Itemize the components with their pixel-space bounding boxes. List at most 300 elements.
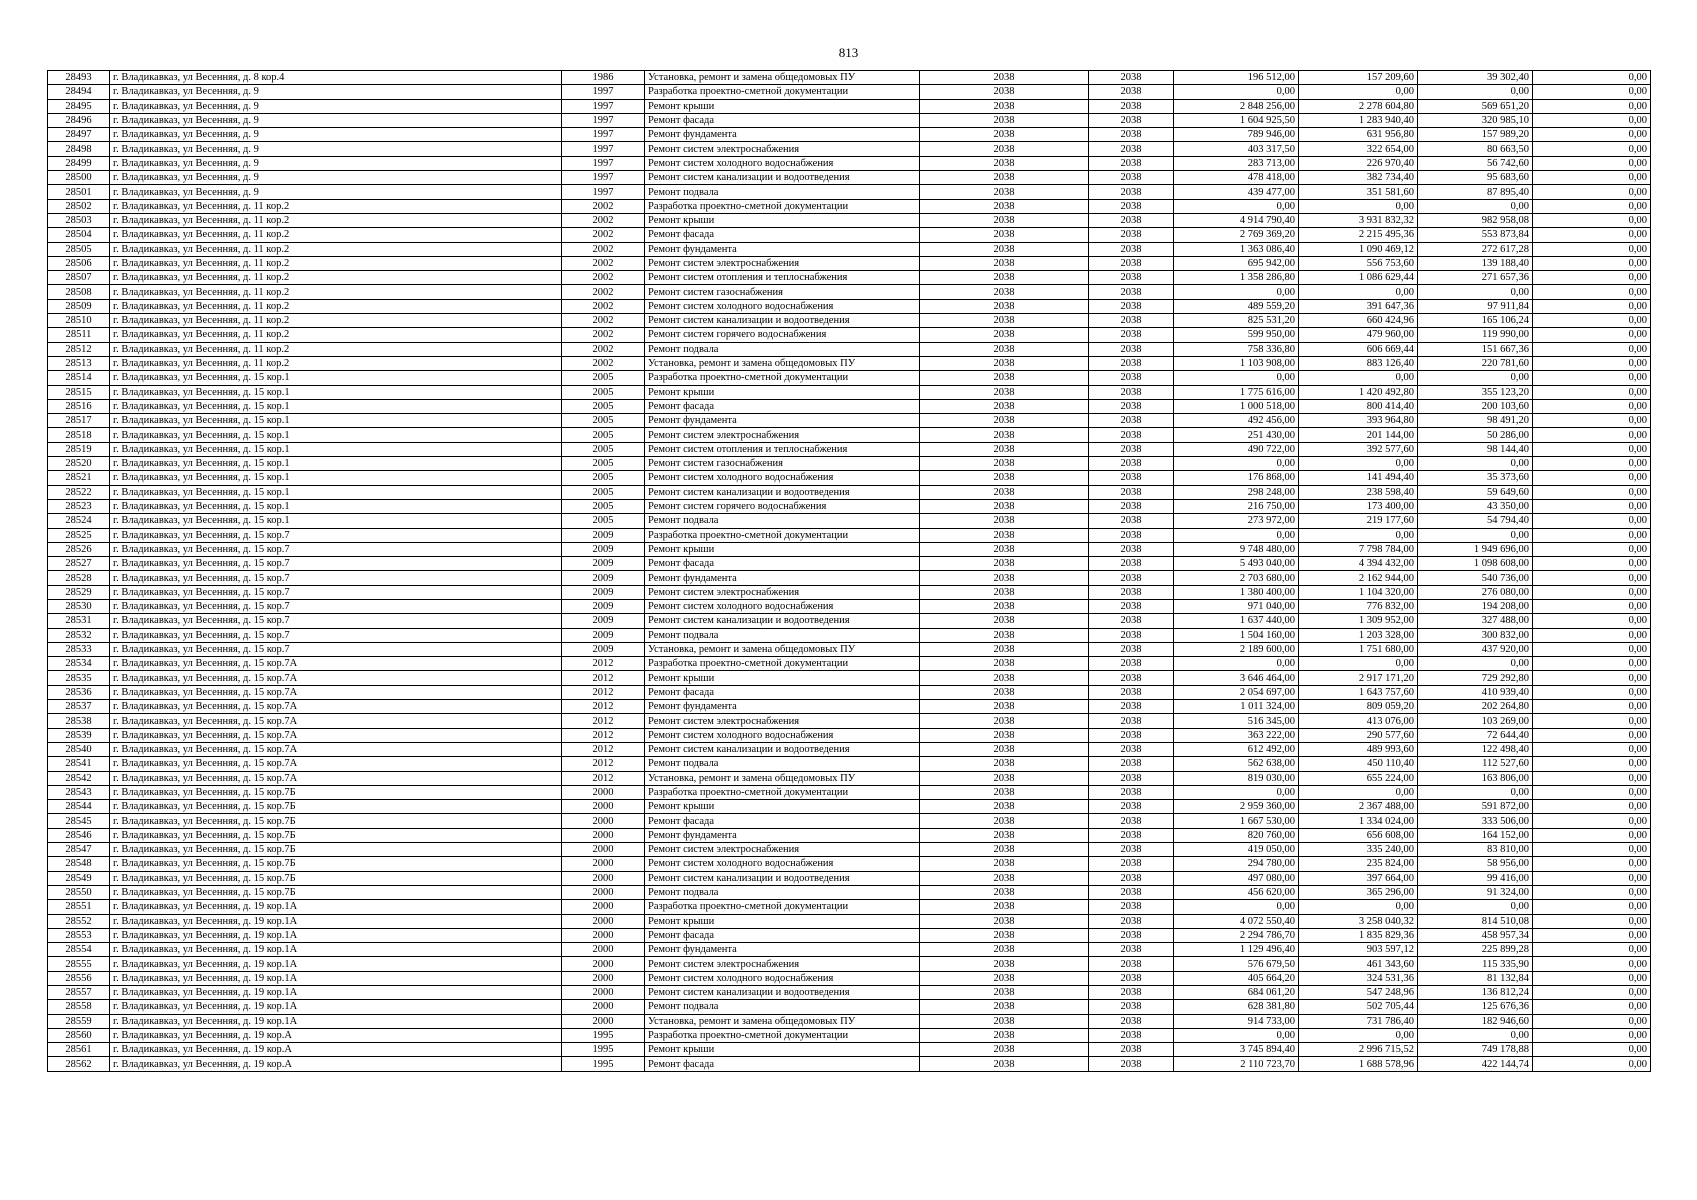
work-type-cell: Установка, ремонт и замена общедомовых ПУ: [645, 1014, 920, 1028]
total-cost-cell: 403 317,50: [1174, 142, 1299, 156]
table-row: [48, 642, 1651, 656]
total-cost-cell: 4 072 550,40: [1174, 914, 1299, 928]
plan-year-start-cell: 2038: [920, 356, 1089, 370]
row-id-cell: 28505: [48, 242, 110, 256]
plan-year-start-cell: 2038: [920, 314, 1089, 328]
build-year-cell: 2002: [562, 285, 645, 299]
owner-amount-cell: 0,00: [1418, 657, 1533, 671]
owner-amount-cell: 540 736,00: [1418, 571, 1533, 585]
row-id-cell: 28538: [48, 714, 110, 728]
address-cell: г. Владикавказ, ул Весенняя, д. 15 кор.1: [110, 428, 562, 442]
plan-year-end-cell: 2038: [1089, 800, 1174, 814]
build-year-cell: 2002: [562, 242, 645, 256]
plan-year-start-cell: 2038: [920, 757, 1089, 771]
total-cost-cell: 176 868,00: [1174, 471, 1299, 485]
table-row: [48, 1028, 1651, 1042]
total-cost-cell: 1 775 616,00: [1174, 385, 1299, 399]
row-id-cell: 28528: [48, 571, 110, 585]
row-id-cell: 28560: [48, 1028, 110, 1042]
address-cell: г. Владикавказ, ул Весенняя, д. 15 кор.7А: [110, 728, 562, 742]
fund-amount-cell: 413 076,00: [1299, 714, 1418, 728]
plan-year-start-cell: 2038: [920, 986, 1089, 1000]
owner-amount-cell: 0,00: [1418, 900, 1533, 914]
owner-amount-cell: 43 350,00: [1418, 499, 1533, 513]
build-year-cell: 2005: [562, 371, 645, 385]
table-row: [48, 771, 1651, 785]
fund-amount-cell: 3 258 040,32: [1299, 914, 1418, 928]
row-id-cell: 28503: [48, 213, 110, 227]
build-year-cell: 1997: [562, 142, 645, 156]
plan-year-end-cell: 2038: [1089, 585, 1174, 599]
build-year-cell: 2002: [562, 256, 645, 270]
owner-amount-cell: 553 873,84: [1418, 228, 1533, 242]
work-type-cell: Ремонт подвала: [645, 885, 920, 899]
owner-amount-cell: 136 812,24: [1418, 986, 1533, 1000]
row-id-cell: 28562: [48, 1057, 110, 1071]
build-year-cell: 2005: [562, 442, 645, 456]
plan-year-end-cell: 2038: [1089, 242, 1174, 256]
work-type-cell: Ремонт систем холодного водоснабжения: [645, 471, 920, 485]
row-id-cell: 28494: [48, 85, 110, 99]
fund-amount-cell: 461 343,60: [1299, 957, 1418, 971]
total-cost-cell: 0,00: [1174, 199, 1299, 213]
other-amount-cell: 0,00: [1533, 986, 1651, 1000]
other-amount-cell: 0,00: [1533, 156, 1651, 170]
owner-amount-cell: 200 103,60: [1418, 399, 1533, 413]
plan-year-end-cell: 2038: [1089, 628, 1174, 642]
plan-year-end-cell: 2038: [1089, 828, 1174, 842]
owner-amount-cell: 0,00: [1418, 457, 1533, 471]
work-type-cell: Разработка проектно-сметной документации: [645, 85, 920, 99]
plan-year-start-cell: 2038: [920, 171, 1089, 185]
fund-amount-cell: 290 577,60: [1299, 728, 1418, 742]
plan-year-end-cell: 2038: [1089, 700, 1174, 714]
owner-amount-cell: 98 491,20: [1418, 414, 1533, 428]
plan-year-end-cell: 2038: [1089, 542, 1174, 556]
owner-amount-cell: 91 324,00: [1418, 885, 1533, 899]
plan-year-start-cell: 2038: [920, 1057, 1089, 1071]
owner-amount-cell: 0,00: [1418, 285, 1533, 299]
total-cost-cell: 914 733,00: [1174, 1014, 1299, 1028]
build-year-cell: 2009: [562, 542, 645, 556]
build-year-cell: 1997: [562, 99, 645, 113]
work-type-cell: Ремонт фундамента: [645, 128, 920, 142]
table-row: [48, 228, 1651, 242]
work-type-cell: Ремонт подвала: [645, 185, 920, 199]
address-cell: г. Владикавказ, ул Весенняя, д. 8 кор.4: [110, 71, 562, 85]
total-cost-cell: 1 380 400,00: [1174, 585, 1299, 599]
total-cost-cell: 2 848 256,00: [1174, 99, 1299, 113]
owner-amount-cell: 410 939,40: [1418, 685, 1533, 699]
total-cost-cell: 3 646 464,00: [1174, 671, 1299, 685]
other-amount-cell: 0,00: [1533, 1028, 1651, 1042]
owner-amount-cell: 54 794,40: [1418, 514, 1533, 528]
owner-amount-cell: 0,00: [1418, 1028, 1533, 1042]
row-id-cell: 28510: [48, 314, 110, 328]
total-cost-cell: 0,00: [1174, 457, 1299, 471]
plan-year-end-cell: 2038: [1089, 557, 1174, 571]
build-year-cell: 2000: [562, 1014, 645, 1028]
row-id-cell: 28500: [48, 171, 110, 185]
table-row: [48, 700, 1651, 714]
address-cell: г. Владикавказ, ул Весенняя, д. 11 кор.2: [110, 328, 562, 342]
total-cost-cell: 3 745 894,40: [1174, 1043, 1299, 1057]
plan-year-end-cell: 2038: [1089, 599, 1174, 613]
plan-year-end-cell: 2038: [1089, 442, 1174, 456]
address-cell: г. Владикавказ, ул Весенняя, д. 15 кор.7Б: [110, 828, 562, 842]
plan-year-end-cell: 2038: [1089, 528, 1174, 542]
work-type-cell: Ремонт фасада: [645, 928, 920, 942]
address-cell: г. Владикавказ, ул Весенняя, д. 15 кор.7Б: [110, 871, 562, 885]
table-row: [48, 328, 1651, 342]
total-cost-cell: 405 664,20: [1174, 971, 1299, 985]
build-year-cell: 2000: [562, 928, 645, 942]
plan-year-start-cell: 2038: [920, 71, 1089, 85]
table-row: [48, 1000, 1651, 1014]
row-id-cell: 28550: [48, 885, 110, 899]
plan-year-start-cell: 2038: [920, 943, 1089, 957]
total-cost-cell: 0,00: [1174, 85, 1299, 99]
fund-amount-cell: 238 598,40: [1299, 485, 1418, 499]
address-cell: г. Владикавказ, ул Весенняя, д. 15 кор.7А: [110, 700, 562, 714]
fund-amount-cell: 547 248,96: [1299, 986, 1418, 1000]
other-amount-cell: 0,00: [1533, 285, 1651, 299]
plan-year-start-cell: 2038: [920, 199, 1089, 213]
work-type-cell: Разработка проектно-сметной документации: [645, 657, 920, 671]
total-cost-cell: 1 358 286,80: [1174, 271, 1299, 285]
table-row: [48, 271, 1651, 285]
table-row: [48, 885, 1651, 899]
row-id-cell: 28511: [48, 328, 110, 342]
table-row: [48, 814, 1651, 828]
fund-amount-cell: 1 751 680,00: [1299, 642, 1418, 656]
owner-amount-cell: 194 208,00: [1418, 599, 1533, 613]
fund-amount-cell: 776 832,00: [1299, 599, 1418, 613]
table-row: [48, 1014, 1651, 1028]
plan-year-end-cell: 2038: [1089, 814, 1174, 828]
build-year-cell: 2000: [562, 857, 645, 871]
other-amount-cell: 0,00: [1533, 414, 1651, 428]
address-cell: г. Владикавказ, ул Весенняя, д. 9: [110, 113, 562, 127]
build-year-cell: 2000: [562, 957, 645, 971]
plan-year-start-cell: 2038: [920, 885, 1089, 899]
table-row: [48, 585, 1651, 599]
build-year-cell: 2000: [562, 914, 645, 928]
build-year-cell: 2002: [562, 299, 645, 313]
build-year-cell: 2000: [562, 814, 645, 828]
plan-year-start-cell: 2038: [920, 228, 1089, 242]
table-row: [48, 285, 1651, 299]
row-id-cell: 28553: [48, 928, 110, 942]
other-amount-cell: 0,00: [1533, 471, 1651, 485]
other-amount-cell: 0,00: [1533, 857, 1651, 871]
other-amount-cell: 0,00: [1533, 828, 1651, 842]
work-type-cell: Ремонт крыши: [645, 213, 920, 227]
work-type-cell: Ремонт систем канализации и водоотведения: [645, 871, 920, 885]
work-type-cell: Ремонт подвала: [645, 1000, 920, 1014]
plan-year-end-cell: 2038: [1089, 185, 1174, 199]
fund-amount-cell: 489 993,60: [1299, 742, 1418, 756]
table-row: [48, 428, 1651, 442]
work-type-cell: Ремонт фундамента: [645, 242, 920, 256]
address-cell: г. Владикавказ, ул Весенняя, д. 15 кор.7А: [110, 657, 562, 671]
build-year-cell: 2002: [562, 199, 645, 213]
plan-year-start-cell: 2038: [920, 1028, 1089, 1042]
fund-amount-cell: 324 531,36: [1299, 971, 1418, 985]
address-cell: г. Владикавказ, ул Весенняя, д. 9: [110, 99, 562, 113]
row-id-cell: 28561: [48, 1043, 110, 1057]
owner-amount-cell: 320 985,10: [1418, 113, 1533, 127]
owner-amount-cell: 163 806,00: [1418, 771, 1533, 785]
owner-amount-cell: 333 506,00: [1418, 814, 1533, 828]
address-cell: г. Владикавказ, ул Весенняя, д. 15 кор.7Б: [110, 814, 562, 828]
total-cost-cell: 820 760,00: [1174, 828, 1299, 842]
table-row: [48, 900, 1651, 914]
table-row: [48, 1043, 1651, 1057]
owner-amount-cell: 182 946,60: [1418, 1014, 1533, 1028]
work-type-cell: Ремонт фасада: [645, 399, 920, 413]
work-type-cell: Установка, ремонт и замена общедомовых ПУ: [645, 642, 920, 656]
owner-amount-cell: 300 832,00: [1418, 628, 1533, 642]
other-amount-cell: 0,00: [1533, 213, 1651, 227]
address-cell: г. Владикавказ, ул Весенняя, д. 15 кор.7Б: [110, 800, 562, 814]
plan-year-end-cell: 2038: [1089, 1014, 1174, 1028]
address-cell: г. Владикавказ, ул Весенняя, д. 11 кор.2: [110, 342, 562, 356]
plan-year-end-cell: 2038: [1089, 285, 1174, 299]
table-row: [48, 99, 1651, 113]
address-cell: г. Владикавказ, ул Весенняя, д. 15 кор.1: [110, 399, 562, 413]
address-cell: г. Владикавказ, ул Весенняя, д. 19 кор.1А: [110, 1000, 562, 1014]
plan-year-end-cell: 2038: [1089, 328, 1174, 342]
plan-year-start-cell: 2038: [920, 828, 1089, 842]
plan-year-start-cell: 2038: [920, 900, 1089, 914]
fund-amount-cell: 2 278 604,80: [1299, 99, 1418, 113]
build-year-cell: 2012: [562, 757, 645, 771]
address-cell: г. Владикавказ, ул Весенняя, д. 15 кор.7: [110, 557, 562, 571]
build-year-cell: 2005: [562, 399, 645, 413]
other-amount-cell: 0,00: [1533, 814, 1651, 828]
row-id-cell: 28559: [48, 1014, 110, 1028]
build-year-cell: 1995: [562, 1057, 645, 1071]
table-row: [48, 628, 1651, 642]
other-amount-cell: 0,00: [1533, 199, 1651, 213]
work-type-cell: Ремонт систем электроснабжения: [645, 843, 920, 857]
plan-year-end-cell: 2038: [1089, 614, 1174, 628]
total-cost-cell: 576 679,50: [1174, 957, 1299, 971]
build-year-cell: 2005: [562, 457, 645, 471]
plan-year-end-cell: 2038: [1089, 714, 1174, 728]
other-amount-cell: 0,00: [1533, 314, 1651, 328]
row-id-cell: 28497: [48, 128, 110, 142]
total-cost-cell: 0,00: [1174, 900, 1299, 914]
work-type-cell: Ремонт подвала: [645, 514, 920, 528]
plan-year-start-cell: 2038: [920, 1014, 1089, 1028]
fund-amount-cell: 1 334 024,00: [1299, 814, 1418, 828]
other-amount-cell: 0,00: [1533, 514, 1651, 528]
work-type-cell: Ремонт подвала: [645, 757, 920, 771]
plan-year-end-cell: 2038: [1089, 314, 1174, 328]
fund-amount-cell: 2 996 715,52: [1299, 1043, 1418, 1057]
fund-amount-cell: 141 494,40: [1299, 471, 1418, 485]
table-row: [48, 599, 1651, 613]
plan-year-end-cell: 2038: [1089, 499, 1174, 513]
other-amount-cell: 0,00: [1533, 843, 1651, 857]
owner-amount-cell: 982 958,08: [1418, 213, 1533, 227]
work-type-cell: Установка, ремонт и замена общедомовых ПУ: [645, 71, 920, 85]
plan-year-end-cell: 2038: [1089, 671, 1174, 685]
address-cell: г. Владикавказ, ул Весенняя, д. 15 кор.7: [110, 542, 562, 556]
plan-year-start-cell: 2038: [920, 642, 1089, 656]
plan-year-start-cell: 2038: [920, 185, 1089, 199]
other-amount-cell: 0,00: [1533, 728, 1651, 742]
table-row: [48, 457, 1651, 471]
total-cost-cell: 562 638,00: [1174, 757, 1299, 771]
address-cell: г. Владикавказ, ул Весенняя, д. 19 кор.1А: [110, 957, 562, 971]
plan-year-start-cell: 2038: [920, 871, 1089, 885]
work-type-cell: Разработка проектно-сметной документации: [645, 199, 920, 213]
work-type-cell: Ремонт крыши: [645, 800, 920, 814]
address-cell: г. Владикавказ, ул Весенняя, д. 15 кор.1: [110, 471, 562, 485]
owner-amount-cell: 165 106,24: [1418, 314, 1533, 328]
row-id-cell: 28518: [48, 428, 110, 442]
plan-year-start-cell: 2038: [920, 957, 1089, 971]
row-id-cell: 28507: [48, 271, 110, 285]
row-id-cell: 28554: [48, 943, 110, 957]
build-year-cell: 2000: [562, 885, 645, 899]
plan-year-start-cell: 2038: [920, 714, 1089, 728]
address-cell: г. Владикавказ, ул Весенняя, д. 15 кор.1: [110, 442, 562, 456]
address-cell: г. Владикавказ, ул Весенняя, д. 15 кор.7: [110, 628, 562, 642]
work-type-cell: Ремонт крыши: [645, 671, 920, 685]
build-year-cell: 1997: [562, 128, 645, 142]
work-type-cell: Ремонт систем холодного водоснабжения: [645, 857, 920, 871]
row-id-cell: 28527: [48, 557, 110, 571]
owner-amount-cell: 151 667,36: [1418, 342, 1533, 356]
owner-amount-cell: 59 649,60: [1418, 485, 1533, 499]
table-row: [48, 714, 1651, 728]
build-year-cell: 2012: [562, 728, 645, 742]
owner-amount-cell: 749 178,88: [1418, 1043, 1533, 1057]
fund-amount-cell: 0,00: [1299, 528, 1418, 542]
build-year-cell: 1995: [562, 1028, 645, 1042]
address-cell: г. Владикавказ, ул Весенняя, д. 15 кор.7А: [110, 742, 562, 756]
table-row: [48, 785, 1651, 799]
total-cost-cell: 490 722,00: [1174, 442, 1299, 456]
owner-amount-cell: 0,00: [1418, 785, 1533, 799]
work-type-cell: Ремонт подвала: [645, 342, 920, 356]
build-year-cell: 2005: [562, 499, 645, 513]
plan-year-start-cell: 2038: [920, 213, 1089, 227]
plan-year-end-cell: 2038: [1089, 471, 1174, 485]
owner-amount-cell: 437 920,00: [1418, 642, 1533, 656]
owner-amount-cell: 83 810,00: [1418, 843, 1533, 857]
build-year-cell: 2012: [562, 771, 645, 785]
build-year-cell: 2005: [562, 514, 645, 528]
build-year-cell: 2005: [562, 428, 645, 442]
plan-year-start-cell: 2038: [920, 442, 1089, 456]
total-cost-cell: 283 713,00: [1174, 156, 1299, 170]
total-cost-cell: 2 959 360,00: [1174, 800, 1299, 814]
plan-year-end-cell: 2038: [1089, 928, 1174, 942]
address-cell: г. Владикавказ, ул Весенняя, д. 11 кор.2: [110, 285, 562, 299]
work-type-cell: Ремонт фундамента: [645, 700, 920, 714]
plan-year-end-cell: 2038: [1089, 857, 1174, 871]
work-type-cell: Ремонт систем канализации и водоотведения: [645, 742, 920, 756]
work-type-cell: Разработка проектно-сметной документации: [645, 1028, 920, 1042]
total-cost-cell: 478 418,00: [1174, 171, 1299, 185]
row-id-cell: 28533: [48, 642, 110, 656]
owner-amount-cell: 422 144,74: [1418, 1057, 1533, 1071]
plan-year-end-cell: 2038: [1089, 1043, 1174, 1057]
other-amount-cell: 0,00: [1533, 185, 1651, 199]
address-cell: г. Владикавказ, ул Весенняя, д. 11 кор.2: [110, 242, 562, 256]
plan-year-end-cell: 2038: [1089, 371, 1174, 385]
fund-amount-cell: 1 835 829,36: [1299, 928, 1418, 942]
plan-year-start-cell: 2038: [920, 471, 1089, 485]
fund-amount-cell: 0,00: [1299, 785, 1418, 799]
fund-amount-cell: 201 144,00: [1299, 428, 1418, 442]
fund-amount-cell: 2 367 488,00: [1299, 800, 1418, 814]
total-cost-cell: 363 222,00: [1174, 728, 1299, 742]
row-id-cell: 28555: [48, 957, 110, 971]
fund-amount-cell: 0,00: [1299, 285, 1418, 299]
work-type-cell: Ремонт систем холодного водоснабжения: [645, 299, 920, 313]
owner-amount-cell: 1 949 696,00: [1418, 542, 1533, 556]
plan-year-end-cell: 2038: [1089, 213, 1174, 227]
other-amount-cell: 0,00: [1533, 171, 1651, 185]
table-row: [48, 471, 1651, 485]
plan-year-start-cell: 2038: [920, 113, 1089, 127]
plan-year-start-cell: 2038: [920, 657, 1089, 671]
total-cost-cell: 251 430,00: [1174, 428, 1299, 442]
address-cell: г. Владикавказ, ул Весенняя, д. 19 кор.1А: [110, 986, 562, 1000]
work-type-cell: Ремонт систем холодного водоснабжения: [645, 971, 920, 985]
owner-amount-cell: 164 152,00: [1418, 828, 1533, 842]
plan-year-start-cell: 2038: [920, 499, 1089, 513]
table-row: [48, 199, 1651, 213]
plan-year-start-cell: 2038: [920, 599, 1089, 613]
address-cell: г. Владикавказ, ул Весенняя, д. 11 кор.2: [110, 213, 562, 227]
total-cost-cell: 1 363 086,40: [1174, 242, 1299, 256]
other-amount-cell: 0,00: [1533, 800, 1651, 814]
work-type-cell: Ремонт систем отопления и теплоснабжения: [645, 442, 920, 456]
address-cell: г. Владикавказ, ул Весенняя, д. 11 кор.2: [110, 256, 562, 270]
other-amount-cell: 0,00: [1533, 900, 1651, 914]
build-year-cell: 2000: [562, 785, 645, 799]
plan-year-start-cell: 2038: [920, 1043, 1089, 1057]
work-type-cell: Ремонт систем канализации и водоотведения: [645, 986, 920, 1000]
table-row: [48, 557, 1651, 571]
plan-year-start-cell: 2038: [920, 700, 1089, 714]
owner-amount-cell: 271 657,36: [1418, 271, 1533, 285]
address-cell: г. Владикавказ, ул Весенняя, д. 15 кор.7: [110, 642, 562, 656]
owner-amount-cell: 729 292,80: [1418, 671, 1533, 685]
other-amount-cell: 0,00: [1533, 971, 1651, 985]
other-amount-cell: 0,00: [1533, 428, 1651, 442]
table-row: [48, 742, 1651, 756]
table-row: [48, 485, 1651, 499]
other-amount-cell: 0,00: [1533, 528, 1651, 542]
row-id-cell: 28536: [48, 685, 110, 699]
build-year-cell: 1997: [562, 171, 645, 185]
plan-year-end-cell: 2038: [1089, 85, 1174, 99]
row-id-cell: 28502: [48, 199, 110, 213]
row-id-cell: 28546: [48, 828, 110, 842]
other-amount-cell: 0,00: [1533, 485, 1651, 499]
address-cell: г. Владикавказ, ул Весенняя, д. 15 кор.7А: [110, 714, 562, 728]
plan-year-end-cell: 2038: [1089, 457, 1174, 471]
row-id-cell: 28532: [48, 628, 110, 642]
